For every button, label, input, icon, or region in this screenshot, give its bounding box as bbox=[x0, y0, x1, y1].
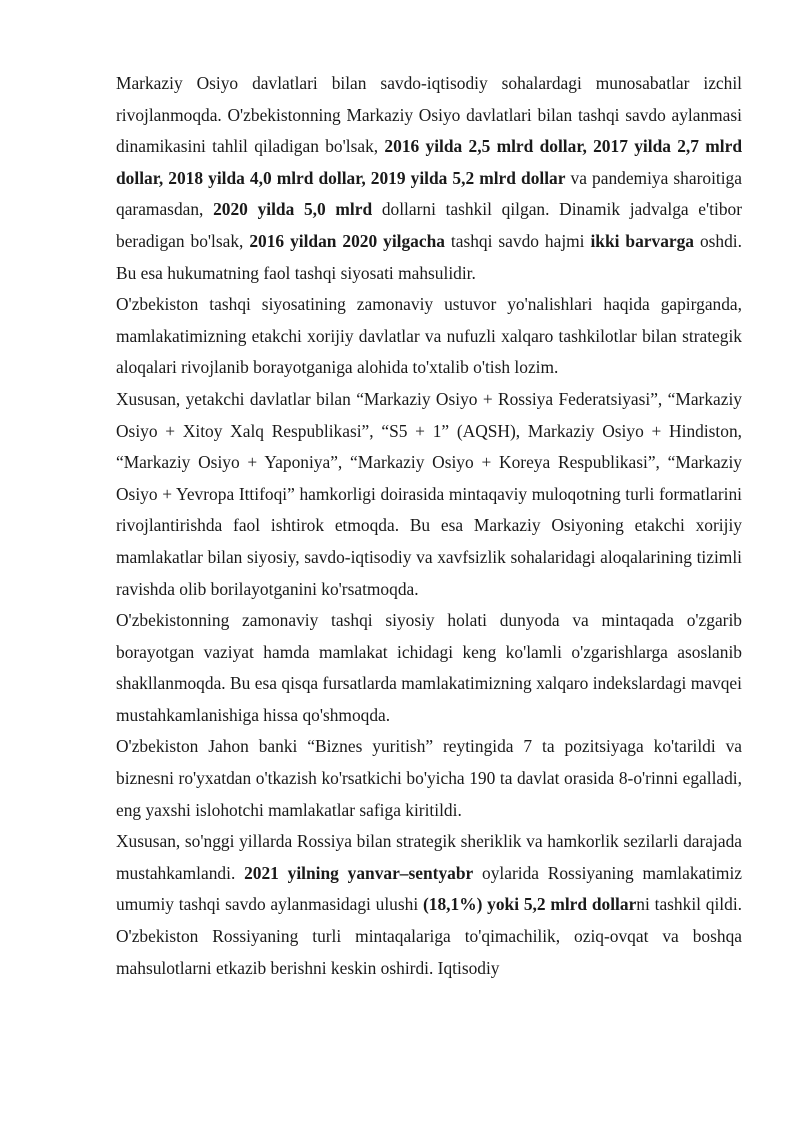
text-run-bold: 2020 yilda 5,0 mlrd bbox=[213, 199, 373, 220]
text-run: Xususan, yetakchi davlatlar bilan “Markaziy Osiyo + Rossiya Federatsiyasi”, “Markaziy Osiyo + Xitoy Xalq Respublikasi”, “S5 + 1” (AQSH), Markaziy Osiyo + Hindiston, “Markaziy Osiyo + Yaponiya”, “Markaziy Osiyo + Koreya Respublikasi”, “Markaziy Osiyo + Yevropa Ittifoqi” hamkorligi doirasida mintaqaviy muloqotning turli formatlarini rivojlantirishda faol ishtirok etmoqda. Bu esa Markaziy Osiyoning etakchi xorijiy mamlakatlar bilan siyosiy, savdo-iqtisodiy va xavfsizlik sohalaridagi aloqalarining tizimli ravishda olib borilayotganini ko'rsatmoqda. bbox=[116, 388, 742, 599]
paragraph-trade-dynamics bbox=[116, 68, 742, 289]
text-run-bold: ikki barvarga bbox=[590, 230, 695, 251]
text-run: oylarida Rossiyaning mamlakatimiz umumiy tashqi savdo aylanmasidagi ulushi bbox=[116, 862, 742, 915]
text-run-bold: 2016 yilda 2,5 mlrd dollar, 2017 yilda 2,7 mlrd dollar, 2018 yilda 4,0 mlrd dollar, 2019 yilda 5,2 mlrd dollar bbox=[116, 136, 742, 188]
paragraph-doing-business-rating bbox=[116, 731, 742, 826]
text-run: dollarni tashkil qilgan. Dinamik jadvalga e'tibor beradigan bo'lsak, bbox=[116, 199, 743, 251]
document-page bbox=[116, 68, 742, 984]
text-run-bold: 2016 yildan 2020 yilgacha bbox=[249, 230, 445, 251]
paragraph-foreign-policy-status bbox=[116, 605, 742, 731]
paragraph-foreign-policy-priorities bbox=[116, 289, 742, 384]
text-run: Xususan, so'nggi yillarda Rossiya bilan strategik sheriklik va hamkorlik sezilarli darajada mustahkamlandi. bbox=[116, 831, 742, 883]
text-run: oshdi. Bu esa hukumatning faol tashqi siyosati mahsulidir. bbox=[116, 230, 742, 283]
text-run: va pandemiya sharoitiga qaramasdan, bbox=[116, 167, 742, 220]
paragraph-russia-partnership bbox=[116, 826, 742, 984]
text-run: tashqi savdo hajmi bbox=[444, 230, 591, 251]
text-run: Markaziy Osiyo davlatlari bilan savdo-iqtisodiy sohalardagi munosabatlar izchil rivojlanmoqda. O'zbekistonning Markaziy Osiyo davlatlari bilan tashqi savdo aylanmasi dinamikasini tahlil qiladigan bo'lsak, bbox=[116, 73, 742, 157]
text-run: ni tashkil qildi. O'zbekiston Rossiyaning turli mintaqalariga to'qimachilik, oziq-ovqat va boshqa mahsulotlarni etkazib berishni keskin oshirdi. Iqtisodiy bbox=[116, 894, 742, 978]
text-run: O'zbekiston tashqi siyosatining zamonaviy ustuvor yo'nalishlari haqida gapirganda, mamlakatimizning etakchi xorijiy davlatlar va nufuzli xalqaro tashkilotlar bilan strategik aloqalari rivojlanib borayotganiga alohida to'xtalib o'tish lozim. bbox=[116, 294, 742, 378]
text-run: O'zbekiston Jahon banki “Biznes yuritish” reytingida 7 ta pozitsiyaga ko'tarildi va biznesni ro'yxatdan o'tkazish ko'rsatkichi bo'yicha 190 ta davlat orasida 8-o'rinni egalladi, eng yaxshi islohotchi mamlakatlar safiga kiritildi. bbox=[116, 736, 742, 820]
paragraph-dialogue-formats bbox=[116, 384, 742, 605]
text-run-bold: 2021 yilning yanvar–sentyabr bbox=[244, 862, 474, 883]
text-run-bold: (18,1%) yoki 5,2 mlrd dollar bbox=[422, 894, 637, 915]
text-run: O'zbekistonning zamonaviy tashqi siyosiy holati dunyoda va mintaqada o'zgarib borayotgan vaziyat hamda mamlakat ichidagi keng ko'lamli o'zgarishlarga asoslanib shakllanmoqda. Bu esa qisqa fursatlarda mamlakatimizning xalqaro indekslardagi mavqei mustahkamlanishiga hissa qo'shmoqda. bbox=[116, 610, 742, 725]
